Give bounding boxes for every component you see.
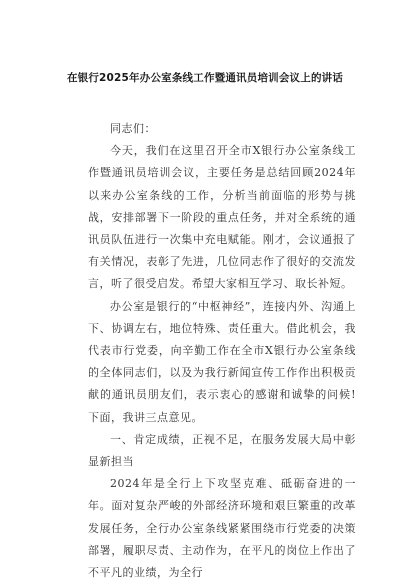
document-body: [88, 118, 356, 584]
paragraph-office-role: 办公室是银行的“中枢神经”，连接内外、沟通上下、协调左右，地位特殊、责任重大。借此机会，我代表市行党委，向辛勤工作在全市X银行办公室条线的全体同志们，以及为我行新闻宣传工作作出积极贡献的通讯员朋友们，表示衷心的感谢和诚挚的问候!下面，我讲三点意见。: [88, 299, 356, 424]
section-heading-1: 一、肯定成绩，正视不足，在服务发展大局中彰显新担当: [88, 432, 356, 469]
salutation: 同志们：: [110, 122, 156, 135]
document-title: 在银行2025年办公室条线工作暨通讯员培训会议上的讲话: [66, 72, 344, 84]
paragraph-2024-review: 2024年是全行上下攻坚克难、砥砺奋进的一年。面对复杂严峻的外部经济环境和艰巨繁重的改革发展任务，全行办公室条线紧紧围绕市行党委的决策部署，履职尽责、主动作为，在平凡的岗位上作出了不平凡的业绩，为全行: [88, 477, 356, 580]
paragraph-opening: 今天，我们在这里召开全市X银行办公室条线工作暨通讯员培训会议，主要任务是总结回顾2024年以来办公室条线的工作，分析当前面临的形势与挑战，安排部署下一阶段的重点任务，并对全系统的通讯员队伍进行一次集中充电赋能。刚才，会议通报了有关情况，表彰了先进，几位同志作了很好的交流发言，听了很受启发。希望大家相互学习、取长补短。: [88, 144, 356, 291]
